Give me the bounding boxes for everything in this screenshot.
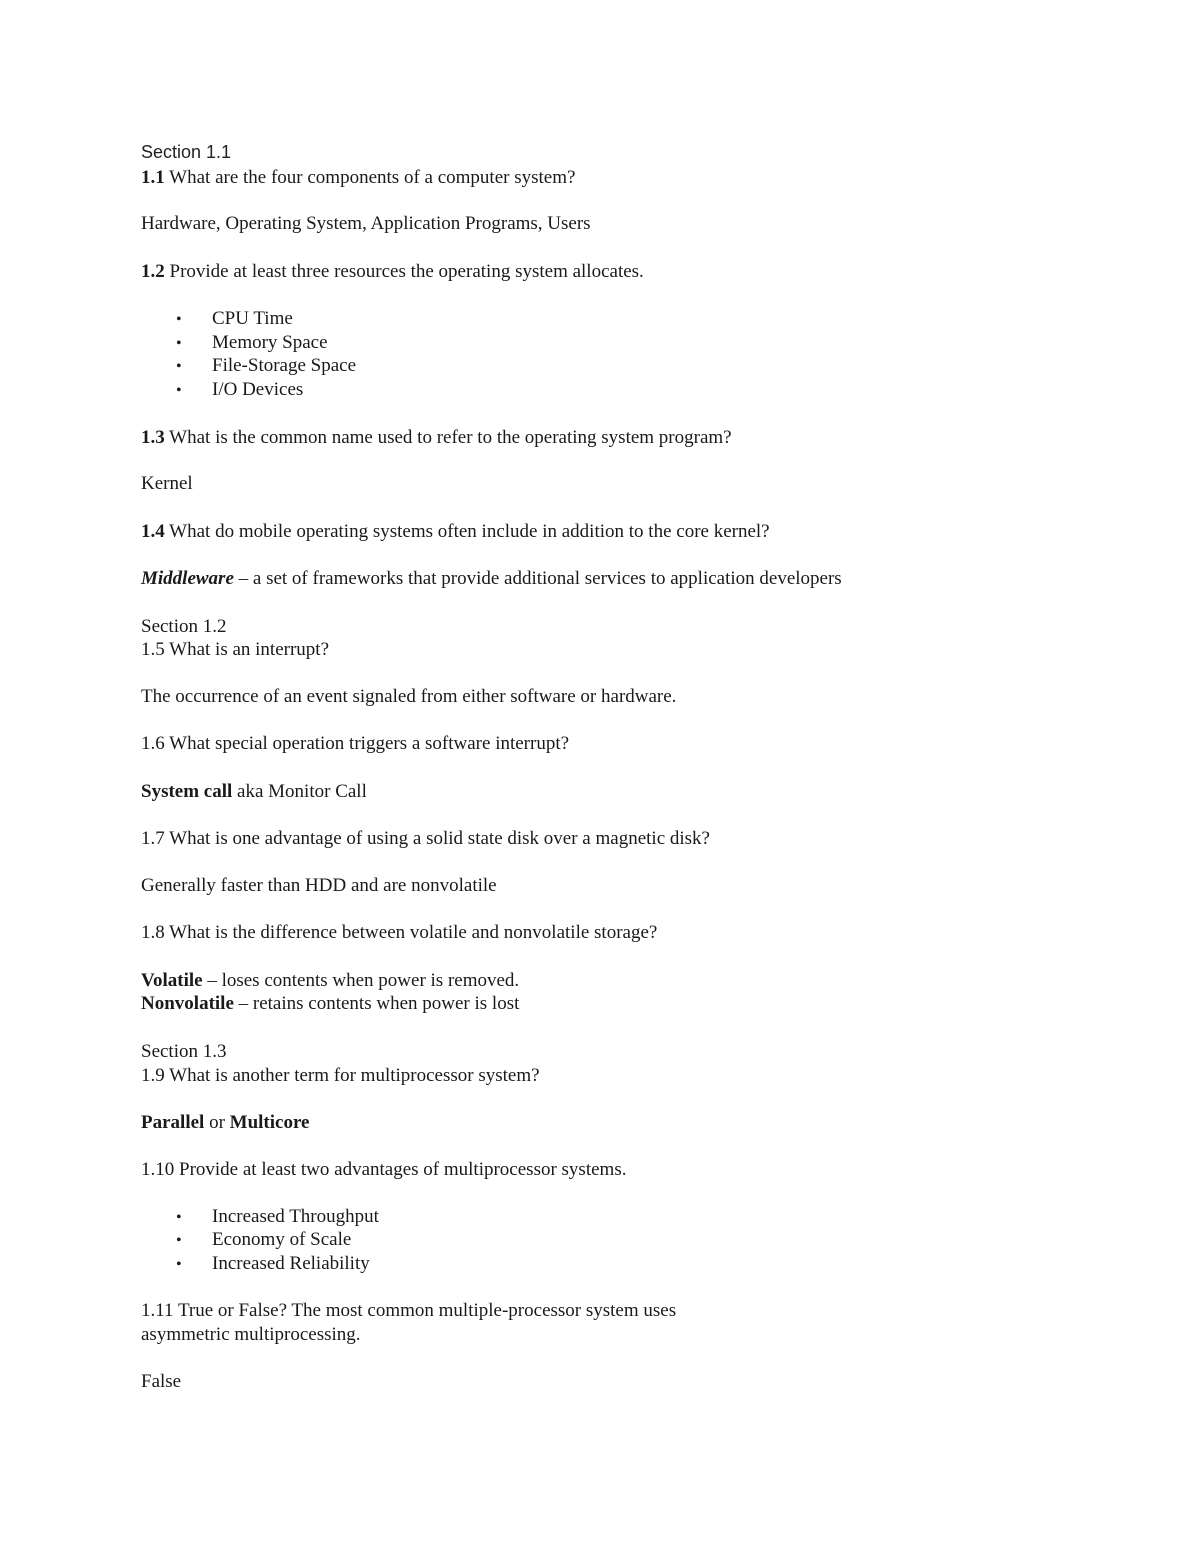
answer-term: Volatile — [141, 970, 203, 991]
question — [141, 520, 770, 543]
answer-definition: aka Monitor Call — [237, 781, 367, 802]
section-heading: Section 1.1 — [141, 142, 232, 162]
list-item: • File-Storage Space — [176, 355, 357, 376]
answer — [141, 969, 519, 992]
list-item: • CPU Time — [176, 308, 293, 329]
question-number: 1.1 — [141, 167, 165, 188]
question: 1.5 What is an interrupt? — [141, 639, 330, 660]
answer-definition: – retains contents when power is lost — [238, 993, 520, 1014]
question: 1.7 What is one advantage of using a solid state disk over a magnetic disk? — [141, 828, 710, 849]
answer-term: Multicore — [229, 1112, 310, 1133]
question-text: What do mobile operating systems often include in addition to the core kernel? — [169, 521, 770, 542]
list-item: • Memory Space — [176, 332, 328, 353]
answer: Kernel — [141, 473, 193, 494]
list-item: • Increased Throughput — [176, 1206, 379, 1227]
list-item: • Increased Reliability — [176, 1253, 370, 1274]
section-heading: Section 1.2 — [141, 616, 227, 637]
answer — [141, 1111, 309, 1134]
question — [141, 260, 644, 283]
bullet-icon: • — [176, 382, 182, 399]
answer: Generally faster than HDD and are nonvolatile — [141, 875, 497, 896]
bullet-icon: • — [176, 1256, 182, 1273]
bullet-icon: • — [176, 1232, 182, 1249]
answer — [141, 992, 519, 1015]
answer — [141, 780, 367, 803]
question-text: Provide at least three resources the operating system allocates. — [169, 261, 644, 282]
question — [141, 426, 732, 449]
bullet-icon: • — [176, 311, 182, 328]
list-item: • I/O Devices — [176, 379, 304, 400]
answer-joiner: or — [209, 1112, 225, 1133]
question-number: 1.4 — [141, 521, 165, 542]
list-item: • Economy of Scale — [176, 1229, 352, 1250]
question: 1.11 True or False? The most common multiple-processor system uses — [141, 1300, 677, 1321]
bullet-icon: • — [176, 335, 182, 352]
answer-term: Parallel — [141, 1112, 205, 1133]
question-number: 1.2 — [141, 261, 165, 282]
question-text: What are the four components of a computer system? — [169, 167, 576, 188]
answer: The occurrence of an event signaled from either software or hardware. — [141, 686, 677, 707]
answer-definition: – loses contents when power is removed. — [207, 970, 520, 991]
bullet-icon: • — [176, 358, 182, 375]
question: 1.6 What special operation triggers a software interrupt? — [141, 733, 570, 754]
question-text: What is the common name used to refer to the operating system program? — [169, 427, 732, 448]
question: 1.8 What is the difference between volatile and nonvolatile storage? — [141, 922, 658, 943]
question: 1.9 What is another term for multiprocessor system? — [141, 1065, 540, 1086]
question-number: 1.3 — [141, 427, 165, 448]
answer-definition: – a set of frameworks that provide additional services to application developers — [238, 568, 842, 589]
answer: False — [141, 1371, 182, 1392]
question — [141, 166, 575, 189]
answer-term: System call — [141, 781, 233, 802]
answer-term: Nonvolatile — [141, 993, 234, 1014]
section-heading: Section 1.3 — [141, 1041, 227, 1062]
answer — [141, 567, 842, 590]
answer-term: Middleware — [141, 568, 234, 589]
answer: Hardware, Operating System, Application Programs, Users — [141, 213, 591, 234]
question: 1.10 Provide at least two advantages of multiprocessor systems. — [141, 1159, 627, 1180]
question-continuation: asymmetric multiprocessing. — [141, 1324, 361, 1345]
bullet-icon: • — [176, 1209, 182, 1226]
